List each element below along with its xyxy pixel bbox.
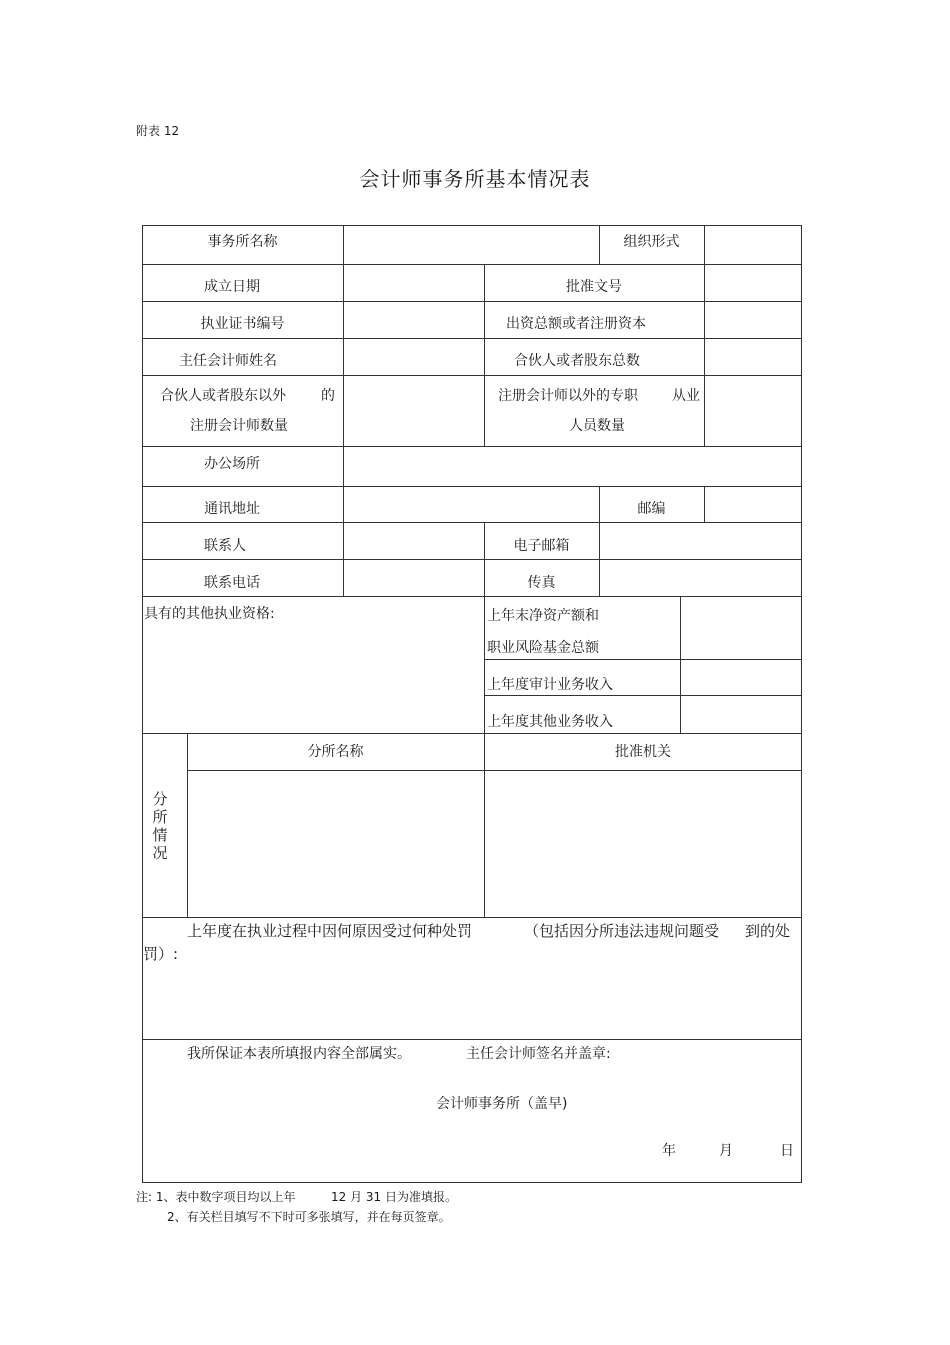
label-date-month: 月 — [719, 1143, 733, 1159]
label-capital: 出资总额或者注册资本 — [506, 316, 646, 332]
label-firm-name: 事务所名称 — [207, 234, 278, 250]
label-partner-count: 合伙人或者股东总数 — [514, 353, 640, 369]
label-chief-signature: 主任会计师签名并盖章: — [466, 1046, 611, 1062]
label-phone: 联系电话 — [204, 575, 260, 591]
annex-label: 附表 12 — [136, 124, 180, 138]
label-penalty: 上年度在执业过程中因何原因受过何种处罚 — [187, 922, 473, 940]
col-divider — [680, 596, 681, 733]
label-branch-name: 分所名称 — [307, 744, 364, 760]
row-divider — [142, 596, 802, 597]
row-divider — [187, 770, 802, 771]
col-divider — [704, 486, 705, 522]
label-net-assets: 上年末净资产额和 — [487, 608, 599, 624]
label-other-cpa-line2: 注册会计师数量 — [190, 418, 288, 434]
label-penalty-note: （包括因分所违法违规问题受 — [524, 922, 720, 940]
label-approval-no: 批准文号 — [566, 279, 622, 295]
label-staff-count-suffix: 从业 — [672, 388, 700, 404]
label-license-no: 执业证书编号 — [200, 316, 285, 332]
label-audit-income: 上年度审计业务收入 — [487, 677, 613, 693]
label-fax: 传真 — [527, 575, 556, 591]
row-divider — [142, 301, 802, 302]
row-divider — [142, 1039, 802, 1040]
row-divider — [484, 659, 802, 660]
note-1: 注: 1、表中数字项目均以上年 — [136, 1190, 296, 1204]
row-divider — [484, 695, 802, 696]
label-office: 办公场所 — [204, 456, 260, 472]
row-divider — [142, 559, 802, 560]
col-divider — [484, 596, 485, 733]
row-divider — [142, 446, 802, 447]
label-other-cpa: 合伙人或者股东以外 — [160, 388, 286, 404]
col-divider — [484, 733, 485, 917]
label-other-cpa-suffix: 的 — [321, 388, 335, 404]
note-2: 2、有关栏目填写不下时可多张填写，并在每页签章。 — [167, 1210, 451, 1224]
label-email: 电子邮箱 — [513, 538, 570, 554]
label-other-qualifications: 具有的其他执业资格: — [144, 606, 275, 622]
label-net-assets-line2: 职业风险基金总额 — [487, 640, 599, 656]
page-title: 会计师事务所基本情况表 — [359, 167, 591, 191]
col-divider — [187, 733, 188, 917]
row-divider — [142, 733, 802, 734]
label-penalty-note-end: 到的处 — [745, 922, 791, 940]
label-branch-authority: 批准机关 — [615, 744, 671, 760]
col-divider — [704, 225, 705, 446]
label-established-date: 成立日期 — [204, 279, 260, 295]
label-guarantee: 我所保证本表所填报内容全部属实。 — [187, 1046, 411, 1062]
row-divider — [142, 375, 802, 376]
label-staff-count: 注册会计师以外的专职 — [498, 388, 638, 404]
label-address: 通讯地址 — [204, 501, 260, 517]
label-org-form: 组织形式 — [623, 234, 680, 250]
label-staff-count-line2: 人员数量 — [569, 418, 625, 434]
label-branch-section: 分所情况 — [152, 790, 168, 862]
label-penalty-note-cont: 罚）: — [143, 945, 179, 963]
label-date-year: 年 — [662, 1143, 676, 1159]
label-date-day: 日 — [780, 1143, 794, 1159]
col-divider — [343, 225, 344, 597]
row-divider — [142, 264, 802, 265]
label-chief-cpa-name: 主任会计师姓名 — [179, 353, 277, 369]
label-postcode: 邮编 — [637, 501, 666, 517]
row-divider — [142, 486, 802, 487]
row-divider — [142, 338, 802, 339]
row-divider — [142, 917, 802, 918]
row-divider — [142, 522, 802, 523]
label-other-income: 上年度其他业务收入 — [487, 714, 613, 730]
note-1-date: 12 月 31 日为准填报。 — [331, 1190, 457, 1204]
label-firm-seal: 会计师事务所（盖早) — [436, 1096, 568, 1112]
label-contact: 联系人 — [204, 538, 246, 554]
